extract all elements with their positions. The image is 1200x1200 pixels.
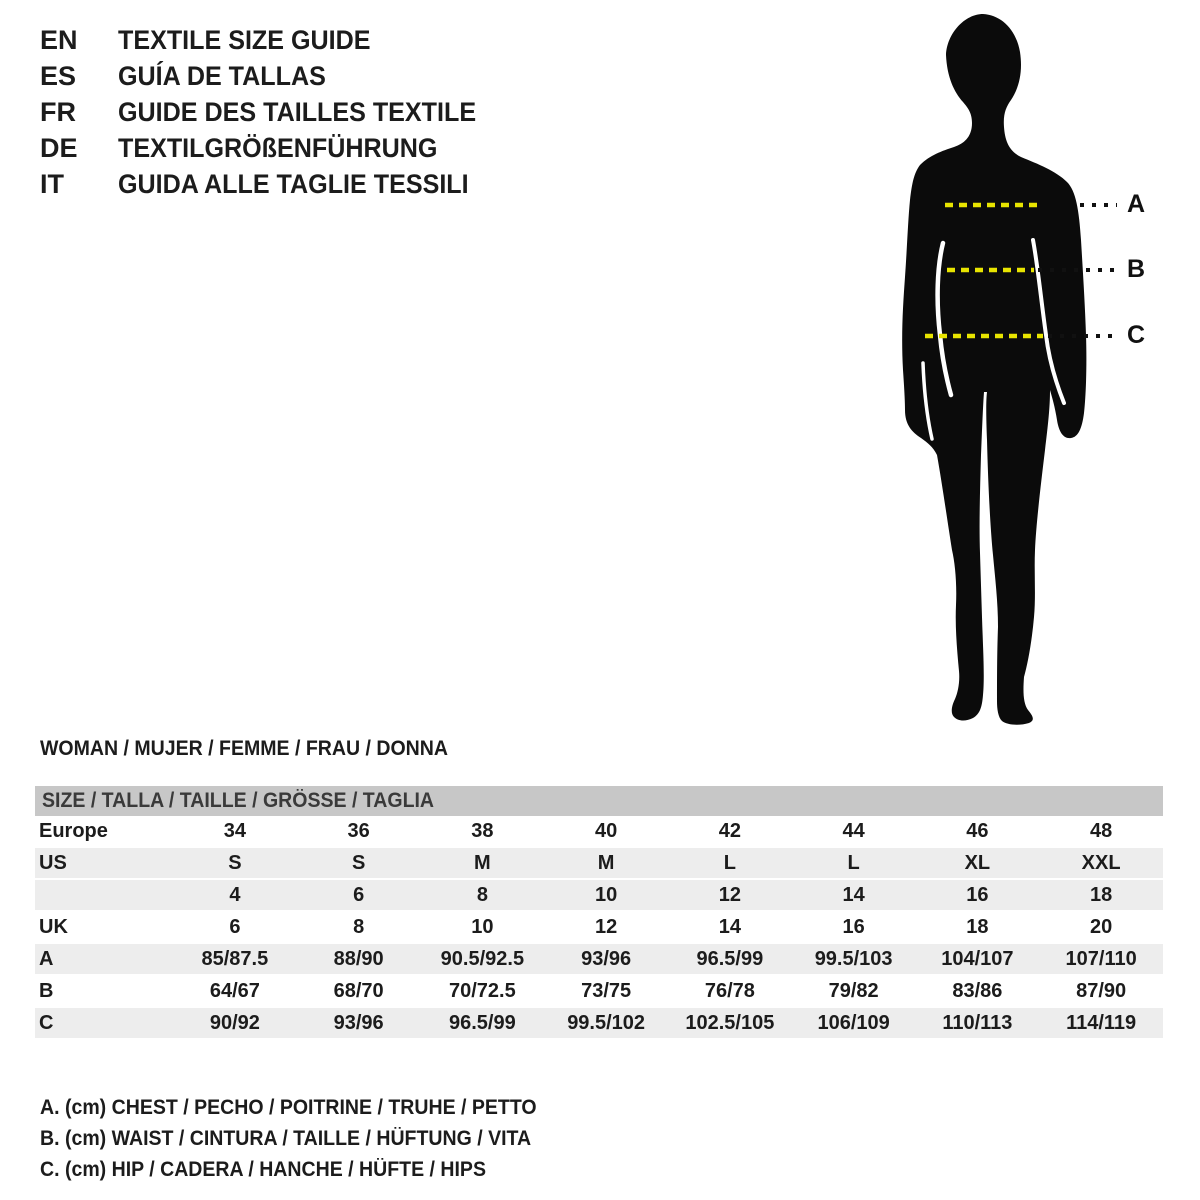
size-cell: 6	[229, 916, 241, 938]
size-cell: 99.5/103	[814, 948, 893, 970]
legend-waist-text: B. (cm) WAIST / CINTURA / TAILLE / HÜFTUNG / VITA	[40, 1127, 532, 1150]
section-title-text: WOMAN / MUJER / FEMME / FRAU / DONNA	[40, 737, 448, 760]
size-cell: 102.5/105	[685, 1012, 775, 1034]
size-cell: 85/87.5	[201, 948, 269, 970]
lang-title: GUIDE DES TAILLES TEXTILE	[118, 97, 477, 127]
lang-code: ES	[40, 61, 77, 91]
size-cell: 93/96	[581, 948, 632, 970]
size-cell: 16	[966, 884, 989, 906]
size-cell: 76/78	[704, 980, 755, 1002]
woman-silhouette	[902, 14, 1086, 725]
lang-row-en	[40, 22, 503, 58]
size-cell: 10	[595, 884, 618, 906]
row-label: B	[39, 980, 54, 1002]
size-cell: 12	[595, 916, 618, 938]
size-cell: 73/75	[581, 980, 632, 1002]
size-cell: 110/113	[942, 1012, 1013, 1034]
lang-title: GUÍA DE TALLAS	[118, 61, 326, 91]
size-cell: 93/96	[333, 1012, 384, 1034]
size-cell: 68/70	[333, 980, 384, 1002]
size-cell: 107/110	[1065, 948, 1137, 970]
size-cell: 6	[353, 884, 365, 906]
size-cell: 90.5/92.5	[440, 948, 525, 970]
size-cell: 88/90	[333, 948, 384, 970]
size-table	[35, 786, 1163, 1040]
size-cell: 14	[718, 916, 741, 938]
size-cell: 38	[471, 820, 494, 842]
table-row-uk	[35, 912, 1163, 944]
table-row-us-letter	[35, 848, 1163, 880]
size-cell: 16	[842, 916, 865, 938]
table-row-hip	[35, 1008, 1163, 1040]
size-cell: S	[351, 852, 366, 874]
lang-code: EN	[40, 25, 78, 55]
size-cell: 18	[1090, 884, 1113, 906]
size-cell: 8	[353, 916, 365, 938]
size-cell: 18	[966, 916, 989, 938]
lang-title: GUIDA ALLE TAGLIE TESSILI	[118, 169, 469, 199]
legend-chest	[40, 1092, 574, 1123]
size-cell: 104/107	[941, 948, 1014, 970]
size-cell: XXL	[1081, 852, 1121, 874]
row-label: Europe	[39, 820, 108, 842]
row-label: A	[39, 948, 54, 970]
lang-code: IT	[40, 169, 64, 199]
size-cell: 14	[842, 884, 865, 906]
marker-label-c: C	[1127, 321, 1146, 349]
size-cell: 4	[229, 884, 241, 906]
lang-row-es	[40, 58, 503, 94]
table-row-us-numeric	[35, 880, 1163, 912]
size-cell: L	[723, 852, 736, 874]
row-label: US	[39, 852, 67, 874]
lang-title: TEXTILE SIZE GUIDE	[118, 25, 371, 55]
table-row-waist	[35, 976, 1163, 1008]
size-cell: L	[847, 852, 860, 874]
size-cell: S	[228, 852, 242, 874]
lang-row-de	[40, 130, 503, 166]
language-list	[40, 22, 503, 202]
size-cell: 44	[842, 820, 865, 842]
woman-silhouette-figure	[880, 5, 1200, 745]
size-cell: 10	[471, 916, 494, 938]
size-cell: 36	[347, 820, 370, 842]
section-title	[40, 737, 479, 761]
lang-code: DE	[40, 133, 78, 163]
size-cell: 96.5/99	[696, 948, 764, 970]
size-cell: 96.5/99	[449, 1012, 516, 1034]
lang-title: TEXTILGRÖßENFÜHRUNG	[118, 133, 438, 163]
size-table-header-text: SIZE / TALLA / TAILLE / GRÖSSE / TAGLIA	[42, 789, 435, 812]
row-label: UK	[39, 916, 68, 938]
measurement-legend	[40, 1092, 574, 1185]
size-cell: 42	[718, 820, 741, 842]
size-cell: 46	[966, 820, 989, 842]
marker-label-a: A	[1127, 190, 1146, 218]
legend-hip	[40, 1154, 574, 1185]
lang-row-fr	[40, 94, 503, 130]
size-table-header	[35, 786, 1163, 816]
lang-code: FR	[40, 97, 76, 127]
size-cell: M	[597, 852, 615, 874]
legend-hip-text: C. (cm) HIP / CADERA / HANCHE / HÜFTE / HIPS	[40, 1158, 486, 1181]
size-cell: 70/72.5	[449, 980, 516, 1002]
table-row-europe	[35, 816, 1163, 848]
size-cell: 48	[1090, 820, 1113, 842]
legend-chest-text: A. (cm) CHEST / PECHO / POITRINE / TRUHE / PETTO	[40, 1096, 537, 1119]
legend-waist	[40, 1123, 574, 1154]
marker-label-b: B	[1127, 255, 1146, 283]
size-cell: XL	[964, 852, 991, 874]
size-cell: 79/82	[828, 980, 879, 1002]
size-cell: 8	[476, 884, 488, 906]
size-cell: 106/109	[817, 1012, 890, 1034]
lang-row-it	[40, 166, 503, 202]
size-cell: 20	[1090, 916, 1113, 938]
table-row-chest	[35, 944, 1163, 976]
row-label	[35, 880, 173, 910]
size-cell: 34	[223, 820, 246, 842]
size-cell: 87/90	[1076, 980, 1127, 1002]
size-cell: M	[474, 852, 491, 874]
size-cell: 12	[718, 884, 741, 906]
size-cell: 40	[595, 820, 618, 842]
size-cell: 64/67	[209, 980, 260, 1002]
size-cell: 83/86	[952, 980, 1003, 1002]
size-cell: 114/119	[1066, 1012, 1137, 1034]
row-label: C	[39, 1012, 54, 1034]
size-cell: 99.5/102	[567, 1012, 646, 1034]
size-cell: 90/92	[209, 1012, 260, 1034]
